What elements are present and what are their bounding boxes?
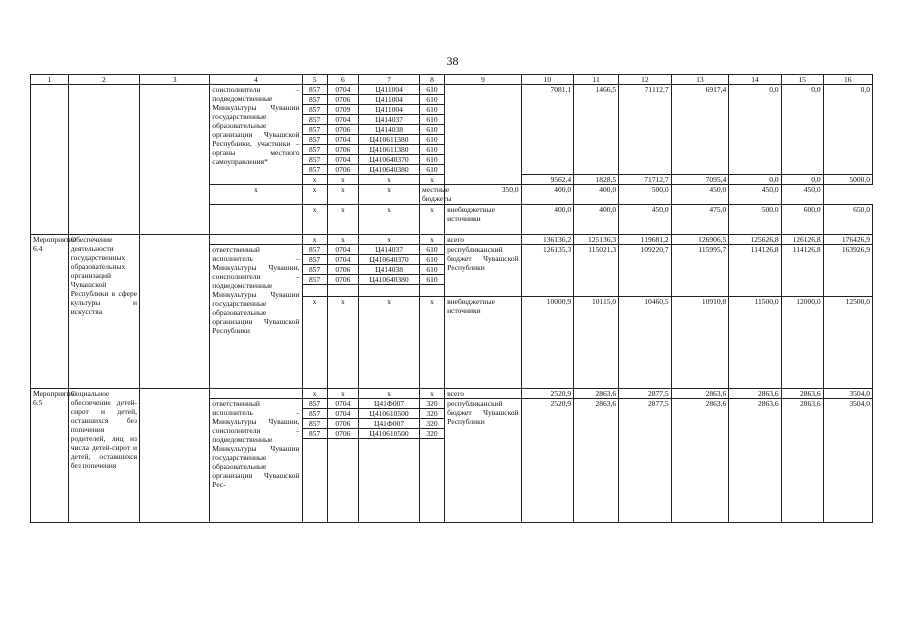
executors-cell: соисполнители – подведомственные Минкультуры Чувашии государственные образовательные организации Чувашской Республики, участники – органы местного самоуправления* <box>210 85 302 185</box>
budget-code-cell: x <box>359 389 420 399</box>
budget-code-cell: 0706 <box>327 145 358 155</box>
column-header: 6 <box>327 75 358 85</box>
value-cell: 2877,5 <box>619 399 671 523</box>
budget-code-cell: x <box>302 235 327 245</box>
value-cell: 11500,0 <box>729 297 781 389</box>
value-cell: 400,0 <box>521 205 573 235</box>
page-number: 38 <box>446 54 459 68</box>
source-cell: внебюджетные источники <box>445 297 522 389</box>
empty-code-cell <box>302 439 327 523</box>
value-cell: 114126,8 <box>729 245 781 297</box>
value-cell: 2863,6 <box>671 399 729 523</box>
source-cell: внебюджетные источники <box>445 205 522 235</box>
value-cell: 71112,7 <box>619 85 671 175</box>
budget-code-cell: x <box>359 235 420 245</box>
budget-code-cell: 857 <box>302 125 327 135</box>
column-header: 8 <box>419 75 444 85</box>
value-cell: 7081,1 <box>521 85 573 175</box>
column-header: 11 <box>574 75 619 85</box>
budget-code-cell: 0704 <box>327 255 358 265</box>
table-row <box>31 235 873 245</box>
budget-code-cell: 857 <box>302 135 327 145</box>
value-cell: 400,0 <box>574 185 619 205</box>
budget-code-cell: x <box>327 297 358 389</box>
budget-code-cell: 857 <box>302 105 327 115</box>
empty-code-cell <box>419 439 444 523</box>
value-cell: 500,0 <box>729 205 781 235</box>
budget-code-cell: x <box>419 235 444 245</box>
budget-code-cell: 0706 <box>327 125 358 135</box>
budget-code-cell: 857 <box>302 115 327 125</box>
value-cell: 3504,0 <box>823 389 872 399</box>
column-header: 3 <box>140 75 210 85</box>
measure-name-cell <box>68 85 139 235</box>
value-cell: 126135,3 <box>521 245 573 297</box>
empty-code-cell <box>302 285 327 297</box>
table-row <box>31 85 873 95</box>
budget-code-cell: Ц414037 <box>359 245 420 255</box>
value-cell: 2863,6 <box>781 399 823 523</box>
budget-code-cell: 610 <box>419 115 444 125</box>
budget-code-cell: 0706 <box>327 165 358 175</box>
column-header: 13 <box>671 75 729 85</box>
value-cell: 0,0 <box>781 175 823 185</box>
budget-code-cell: Ц410611380 <box>359 145 420 155</box>
header-row <box>31 75 873 85</box>
budget-code-cell: 857 <box>302 145 327 155</box>
budget-code-cell: Ц414037 <box>359 115 420 125</box>
value-cell: 114126,8 <box>781 245 823 297</box>
budget-code-cell: 857 <box>302 95 327 105</box>
budget-code-cell: x <box>327 185 358 205</box>
budget-code-cell: Ц410640380 <box>359 165 420 175</box>
budget-code-cell: 610 <box>419 125 444 135</box>
budget-code-cell: 0704 <box>327 399 358 409</box>
budget-code-cell: 0704 <box>327 135 358 145</box>
measure-id-cell: Мероприятие 6.4 <box>31 235 69 389</box>
value-cell: 600,0 <box>781 205 823 235</box>
budget-code-cell: 0706 <box>327 265 358 275</box>
measure-id-cell <box>31 85 69 235</box>
budget-code-cell: 610 <box>419 145 444 155</box>
empty-code-cell <box>327 439 358 523</box>
budget-code-cell: Ц410640370 <box>359 155 420 165</box>
value-cell: 10910,8 <box>671 297 729 389</box>
source-cell: республиканский бюджет Чувашской Республики <box>445 399 522 523</box>
budget-code-cell: Ц411004 <box>359 95 420 105</box>
value-cell: 650,0 <box>823 205 872 235</box>
value-cell: 10115,0 <box>574 297 619 389</box>
budget-code-cell: 857 <box>302 155 327 165</box>
value-cell: 2863,6 <box>671 389 729 399</box>
budget-code-cell: 857 <box>302 409 327 419</box>
budget-code-cell: x <box>302 205 327 235</box>
value-cell: 400,0 <box>574 205 619 235</box>
budget-code-cell: x <box>327 235 358 245</box>
budget-code-cell: 857 <box>302 265 327 275</box>
measure-id-cell: Мероприятие 6.5 <box>31 389 69 523</box>
value-cell: 450,0 <box>729 185 781 205</box>
budget-code-cell: 0704 <box>327 85 358 95</box>
budget-code-cell: 0706 <box>327 429 358 439</box>
budget-code-cell: 0706 <box>327 95 358 105</box>
budget-code-cell: 0704 <box>327 245 358 255</box>
value-cell: 450,0 <box>781 185 823 205</box>
budget-code-cell: 610 <box>419 245 444 255</box>
empty-code-cell <box>419 285 444 297</box>
source-cell: всего <box>445 235 522 245</box>
column-header: 10 <box>521 75 573 85</box>
budget-code-cell: 857 <box>302 245 327 255</box>
column-header: 5 <box>302 75 327 85</box>
budget-code-cell: 857 <box>302 419 327 429</box>
budget-code-cell: x <box>302 185 327 205</box>
column-header: 9 <box>445 75 522 85</box>
value-cell: 10000,9 <box>521 297 573 389</box>
value-cell: 12000,0 <box>781 297 823 389</box>
budget-code-cell: Ц410640380 <box>359 275 420 285</box>
value-cell: 2863,6 <box>574 389 619 399</box>
column-header: 14 <box>729 75 781 85</box>
value-cell: 125626,8 <box>729 235 781 245</box>
budget-code-cell: x <box>359 297 420 389</box>
budget-code-cell: x <box>419 175 444 185</box>
executors-cell: ответственный исполнитель – Минкультуры Чувашии, соисполнители – подведомственные Минкультуры Чувашии государственные образовательные организации Чувашской Рес- <box>210 399 302 523</box>
budget-code-cell: 0709 <box>327 105 358 115</box>
measure-name-cell: Обеспечение деятельности государственных образовательных организаций Чувашской Республики в сфере культуры и искусства <box>68 235 139 389</box>
column-header: 1 <box>31 75 69 85</box>
value-cell: 400,0 <box>521 185 573 205</box>
value-cell: 176426,9 <box>823 235 872 245</box>
value-cell: 2863,6 <box>729 399 781 523</box>
budget-code-cell: x <box>359 185 420 205</box>
value-cell: 2863,6 <box>574 399 619 523</box>
column-header: 15 <box>781 75 823 85</box>
value-cell: 0,0 <box>823 85 872 175</box>
budget-code-cell: x <box>302 175 327 185</box>
executors-cell: ответственный исполнитель – Минкультуры Чувашии, соисполнители – подведомственные Минкультуры Чувашии государственные образовательные организации Чувашской Республики <box>210 245 302 389</box>
value-cell: 9562,4 <box>521 175 573 185</box>
budget-code-cell: Ц410610500 <box>359 429 420 439</box>
value-cell: 475,0 <box>671 205 729 235</box>
budget-code-cell: 0706 <box>327 275 358 285</box>
value-cell: 126126,8 <box>781 235 823 245</box>
budget-code-cell: 610 <box>419 85 444 95</box>
budget-code-cell: x <box>302 297 327 389</box>
measure-name-cell: Социальное обеспечение детей-сирот и детей, оставшихся без попечения родителей, лиц из числа детей-сирот и детей, оставшихся без попечения <box>68 389 139 523</box>
budget-code-cell: 320 <box>419 419 444 429</box>
budget-code-cell: 610 <box>419 165 444 175</box>
empty-code-cell <box>327 285 358 297</box>
value-cell: 2863,6 <box>729 389 781 399</box>
value-cell: 500,0 <box>619 185 671 205</box>
budget-code-cell: 610 <box>419 255 444 265</box>
source-cell <box>445 85 522 185</box>
budget-code-cell: 610 <box>419 135 444 145</box>
column-header: 7 <box>359 75 420 85</box>
executors-cell <box>210 389 302 399</box>
budget-code-cell: 320 <box>419 429 444 439</box>
value-cell: 3504,0 <box>823 399 872 523</box>
indicator-cell <box>140 389 210 523</box>
indicator-cell <box>140 235 210 389</box>
table-row <box>31 389 873 399</box>
source-cell: всего <box>445 389 522 399</box>
budget-code-cell: Ц41Ф007 <box>359 399 420 409</box>
value-cell: 109220,7 <box>619 245 671 297</box>
value-cell: 5000,0 <box>823 175 872 185</box>
column-header: 2 <box>68 75 139 85</box>
indicator-cell <box>140 85 210 235</box>
budget-code-cell: Ц410640370 <box>359 255 420 265</box>
budget-code-cell: 0706 <box>327 419 358 429</box>
value-cell: 0,0 <box>729 85 781 175</box>
value-cell: 115021,3 <box>574 245 619 297</box>
budget-code-cell: Ц41Ф007 <box>359 419 420 429</box>
value-cell: 136136,2 <box>521 235 573 245</box>
executors-cell <box>210 235 302 245</box>
value-cell: 2520,9 <box>521 389 573 399</box>
budget-code-cell: 857 <box>302 255 327 265</box>
budget-table-container <box>30 74 873 523</box>
budget-code-cell: 0704 <box>327 115 358 125</box>
value-cell: 126906,5 <box>671 235 729 245</box>
value-cell: 12500,0 <box>823 297 872 389</box>
value-cell: 1466,5 <box>574 85 619 175</box>
budget-code-cell: x <box>359 205 420 235</box>
value-cell: 1828,5 <box>574 175 619 185</box>
executors-cell <box>210 205 302 235</box>
value-cell: 2520,9 <box>521 399 573 523</box>
budget-code-cell: Ц414038 <box>359 125 420 135</box>
value-cell: 7095,4 <box>671 175 729 185</box>
budget-code-cell: 857 <box>302 429 327 439</box>
value-cell: 2863,6 <box>781 389 823 399</box>
value-cell: 6917,4 <box>671 85 729 175</box>
value-cell: 450,0 <box>671 185 729 205</box>
budget-code-cell: x <box>327 205 358 235</box>
source-cell: республиканский бюджет Чувашской Республики <box>445 245 522 297</box>
value-cell: 0,0 <box>781 85 823 175</box>
budget-code-cell: 857 <box>302 399 327 409</box>
value-cell: 350,0 <box>445 185 522 205</box>
budget-code-cell: 857 <box>302 85 327 95</box>
budget-code-cell: Ц410611380 <box>359 135 420 145</box>
budget-code-cell: Ц410610500 <box>359 409 420 419</box>
budget-code-cell: x <box>302 389 327 399</box>
budget-code-cell: Ц411004 <box>359 85 420 95</box>
value-cell: 119681,2 <box>619 235 671 245</box>
budget-code-cell: 320 <box>419 409 444 419</box>
budget-code-cell: 0704 <box>327 155 358 165</box>
value-cell: 125136,3 <box>574 235 619 245</box>
budget-table <box>30 74 873 523</box>
value-cell: 0,0 <box>729 175 781 185</box>
budget-code-cell: Ц411004 <box>359 105 420 115</box>
source-cell: местные бюджеты <box>419 185 444 205</box>
column-header: 12 <box>619 75 671 85</box>
budget-code-cell: 0704 <box>327 409 358 419</box>
budget-code-cell: 857 <box>302 275 327 285</box>
value-cell: 163926,9 <box>823 245 872 297</box>
empty-code-cell <box>359 439 420 523</box>
value-cell: 71712,7 <box>619 175 671 185</box>
budget-code-cell: x <box>419 389 444 399</box>
budget-code-cell: x <box>327 175 358 185</box>
budget-code-cell: Ц414038 <box>359 265 420 275</box>
column-header: 16 <box>823 75 872 85</box>
budget-code-cell: 610 <box>419 105 444 115</box>
column-header: 4 <box>210 75 302 85</box>
budget-code-cell: x <box>210 185 302 205</box>
budget-code-cell: 610 <box>419 155 444 165</box>
value-cell: 115995,7 <box>671 245 729 297</box>
budget-code-cell: 610 <box>419 265 444 275</box>
empty-code-cell <box>359 285 420 297</box>
budget-code-cell: x <box>327 389 358 399</box>
budget-code-cell: x <box>419 297 444 389</box>
budget-code-cell: x <box>419 205 444 235</box>
value-cell: 2877,5 <box>619 389 671 399</box>
budget-code-cell: 610 <box>419 275 444 285</box>
value-cell: 450,0 <box>619 205 671 235</box>
budget-code-cell: 610 <box>419 95 444 105</box>
value-cell: 10460,5 <box>619 297 671 389</box>
budget-code-cell: x <box>359 175 420 185</box>
budget-code-cell: 857 <box>302 165 327 175</box>
budget-code-cell: 320 <box>419 399 444 409</box>
